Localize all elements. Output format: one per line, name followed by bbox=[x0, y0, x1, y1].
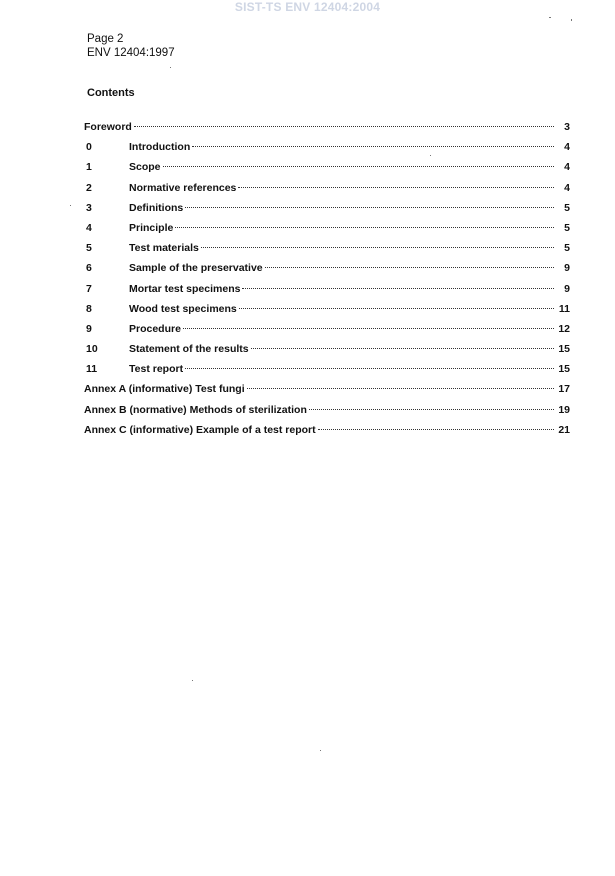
toc-entry bbox=[84, 363, 570, 383]
toc-entry-page: 5 bbox=[564, 242, 570, 255]
scan-speck bbox=[571, 19, 572, 21]
toc-entry-page: 3 bbox=[564, 121, 570, 133]
toc-entry-title: Statement of the results bbox=[129, 343, 249, 356]
toc-entry-page: 21 bbox=[558, 423, 570, 436]
toc-entry-title: Scope bbox=[129, 161, 161, 174]
toc-entry-page: 4 bbox=[564, 161, 570, 174]
toc-entry-title: Foreword bbox=[84, 121, 132, 133]
toc-entry bbox=[84, 283, 570, 303]
toc-entry bbox=[84, 383, 570, 403]
scan-speck bbox=[170, 67, 171, 68]
toc-dot-leader bbox=[183, 328, 554, 329]
toc-entry bbox=[84, 182, 570, 202]
toc-dot-leader bbox=[242, 288, 554, 289]
toc-dot-leader bbox=[175, 227, 554, 228]
table-of-contents bbox=[84, 121, 570, 444]
toc-entry bbox=[84, 303, 570, 323]
toc-entry-title: Mortar test specimens bbox=[129, 282, 241, 295]
scan-speck bbox=[320, 750, 321, 751]
scan-speck bbox=[430, 155, 431, 156]
watermark: SIST-TS ENV 12404:2004 bbox=[234, 0, 381, 14]
toc-entry-page: 15 bbox=[558, 343, 570, 356]
toc-entry bbox=[84, 161, 570, 181]
toc-entry bbox=[84, 121, 570, 141]
toc-entry-number: 0 bbox=[86, 141, 92, 154]
toc-entry-title: Wood test specimens bbox=[129, 302, 237, 315]
toc-entry-title: Sample of the preservative bbox=[129, 262, 263, 275]
toc-entry-page: 9 bbox=[564, 282, 570, 295]
toc-entry-number: 7 bbox=[86, 282, 92, 295]
toc-entry-page: 15 bbox=[558, 363, 570, 376]
toc-entry-page: 19 bbox=[558, 403, 570, 416]
toc-dot-leader bbox=[251, 348, 554, 349]
toc-entry-number: 6 bbox=[86, 262, 92, 275]
scan-speck bbox=[70, 205, 71, 206]
toc-entry bbox=[84, 242, 570, 262]
toc-entry-title: Test report bbox=[129, 363, 184, 376]
toc-dot-leader bbox=[163, 166, 554, 167]
toc-entry-number: 1 bbox=[86, 161, 92, 174]
toc-dot-leader bbox=[201, 247, 554, 248]
toc-entry-title: Principle bbox=[129, 221, 174, 234]
toc-entry bbox=[84, 404, 570, 424]
toc-entry bbox=[84, 262, 570, 282]
toc-entry-page: 4 bbox=[564, 181, 570, 194]
toc-dot-leader bbox=[247, 388, 554, 389]
toc-entry bbox=[84, 424, 570, 444]
scan-speck bbox=[192, 680, 193, 681]
toc-entry bbox=[84, 343, 570, 363]
toc-entry bbox=[84, 202, 570, 222]
toc-dot-leader bbox=[318, 429, 554, 430]
toc-entry-title: Annex C (informative) Example of a test report bbox=[84, 423, 316, 436]
toc-entry bbox=[84, 141, 570, 161]
toc-dot-leader bbox=[238, 187, 554, 188]
toc-entry-title: Annex B (normative) Methods of sterilization bbox=[84, 403, 307, 416]
toc-entry-number: 3 bbox=[86, 201, 92, 214]
toc-entry-page: 17 bbox=[558, 383, 570, 396]
toc-dot-leader bbox=[134, 126, 554, 127]
toc-entry bbox=[84, 323, 570, 343]
toc-entry-title: Introduction bbox=[129, 141, 191, 154]
toc-dot-leader bbox=[239, 308, 554, 309]
toc-entry-page: 5 bbox=[564, 201, 570, 214]
toc-entry-page: 12 bbox=[558, 322, 570, 335]
toc-entry-number: 2 bbox=[86, 181, 92, 194]
toc-entry-number: 10 bbox=[86, 343, 98, 356]
toc-entry-number: 9 bbox=[86, 322, 92, 335]
toc-entry-page: 5 bbox=[564, 221, 570, 234]
toc-dot-leader bbox=[192, 146, 554, 147]
toc-entry-page: 11 bbox=[558, 302, 570, 315]
toc-entry-title: Annex A (informative) Test fungi bbox=[84, 383, 245, 396]
toc-entry-number: 4 bbox=[86, 221, 92, 234]
toc-entry-number: 8 bbox=[86, 302, 92, 315]
toc-entry-number: 5 bbox=[86, 242, 92, 255]
toc-entry-page: 9 bbox=[564, 262, 570, 275]
toc-entry-title: Normative references bbox=[129, 181, 237, 194]
toc-dot-leader bbox=[185, 368, 554, 369]
toc-entry-title: Procedure bbox=[129, 322, 181, 335]
page-number: Page 2 bbox=[87, 33, 124, 45]
toc-dot-leader bbox=[185, 207, 554, 208]
toc-entry bbox=[84, 222, 570, 242]
toc-entry-page: 4 bbox=[564, 141, 570, 154]
scan-speck bbox=[549, 17, 551, 18]
page-header bbox=[87, 32, 175, 60]
toc-entry-title: Test materials bbox=[129, 242, 199, 255]
toc-dot-leader bbox=[265, 267, 554, 268]
toc-entry-title: Definitions bbox=[129, 201, 184, 214]
contents-heading: Contents bbox=[87, 87, 135, 99]
toc-dot-leader bbox=[309, 409, 554, 410]
toc-entry-number: 11 bbox=[86, 363, 98, 376]
standard-id: ENV 12404:1997 bbox=[87, 47, 175, 59]
